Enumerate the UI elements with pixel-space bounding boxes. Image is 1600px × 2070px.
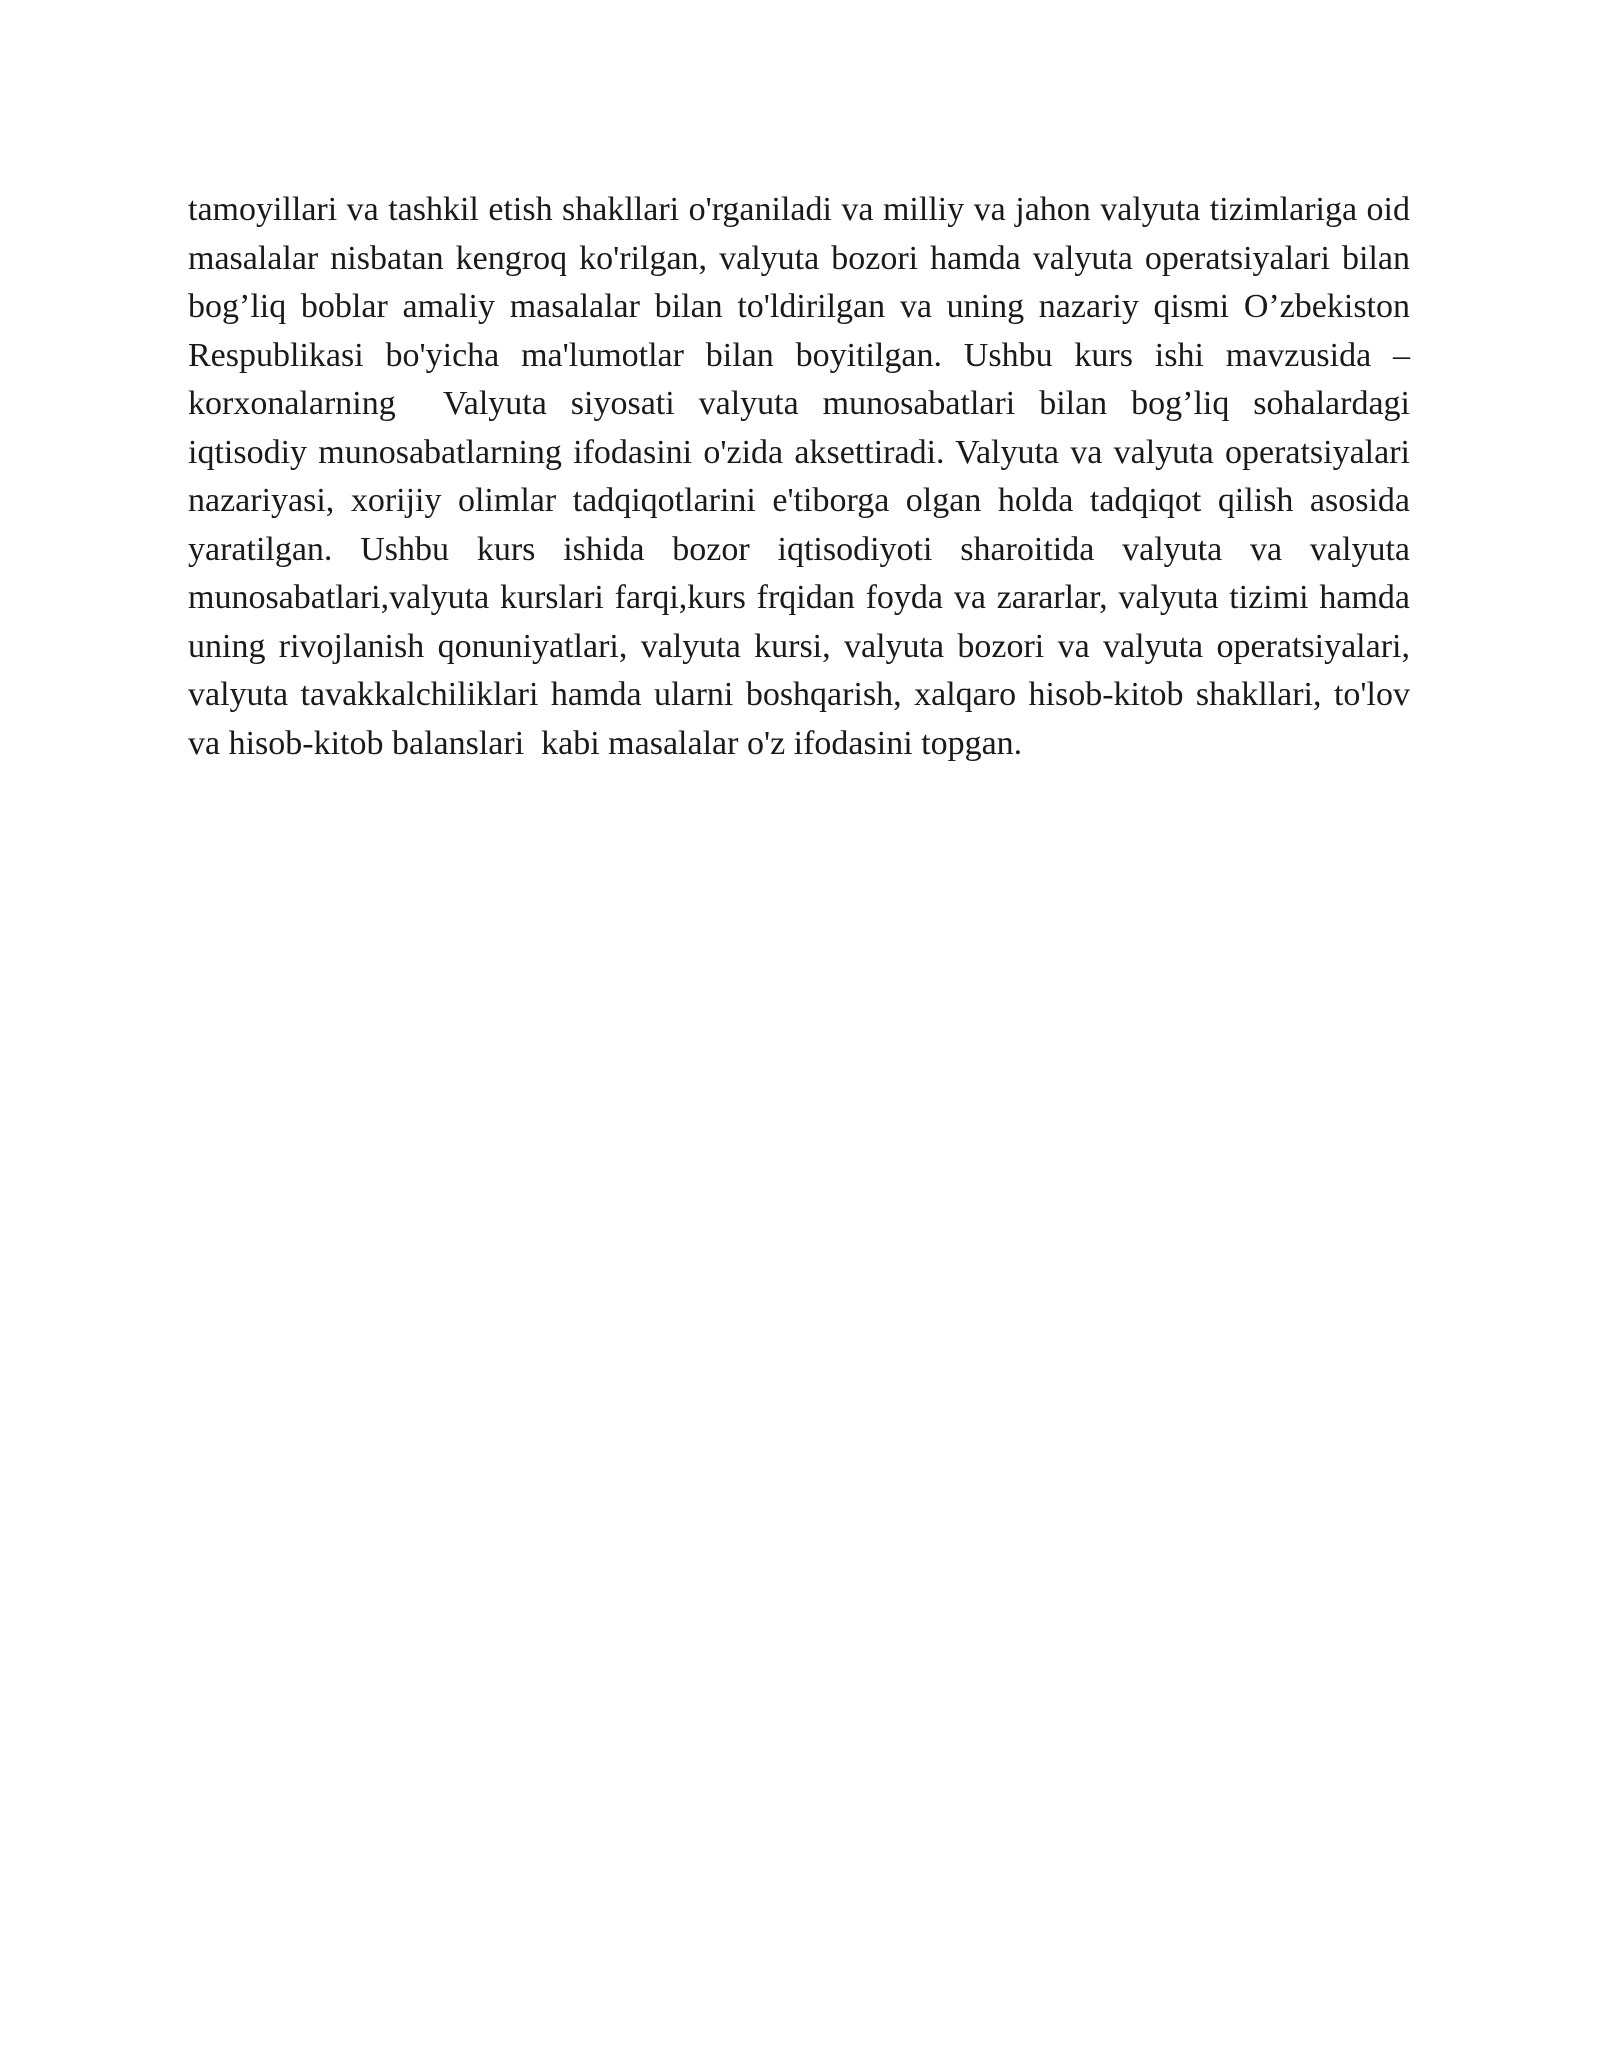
body-paragraph: tamoyillari va tashkil etish shakllari o'rganiladi va milliy va jahon valyuta tizimlariga oid masalalar nisbatan kengroq ko'rilgan, valyuta bozori hamda valyuta operatsiyalari bilan bog’liq boblar amaliy masalalar bilan to'ldirilgan va uning nazariy qismi O’zbekiston Respublikasi bo'yicha ma'lumotlar bilan boyitilgan. Ushbu kurs ishi mavzusida –korxonalarning Valyuta siyosati valyuta munosabatlari bilan bog’liq sohalardagi iqtisodiy munosabatlarning ifodasini o'zida aksettiradi. Valyuta va valyuta operatsiyalari nazariyasi, xorijiy olimlar tadqiqotlarini e'tiborga olgan holda tadqiqot qilish asosida yaratilgan. Ushbu kurs ishida bozor iqtisodiyoti sharoitida valyuta va valyuta munosabatlari,valyuta kurslari farqi,kurs frqidan foyda va zararlar, valyuta tizimi hamda uning rivojlanish qonuniyatlari, valyuta kursi, valyuta bozori va valyuta operatsiyalari, valyuta tavakkalchiliklari hamda ularni boshqarish, xalqaro hisob-kitob shakllari, to'lov va hisob-kitob balanslari kabi masalalar o'z ifodasini topgan. — [188, 191, 1419, 762]
text-block — [188, 186, 1419, 768]
